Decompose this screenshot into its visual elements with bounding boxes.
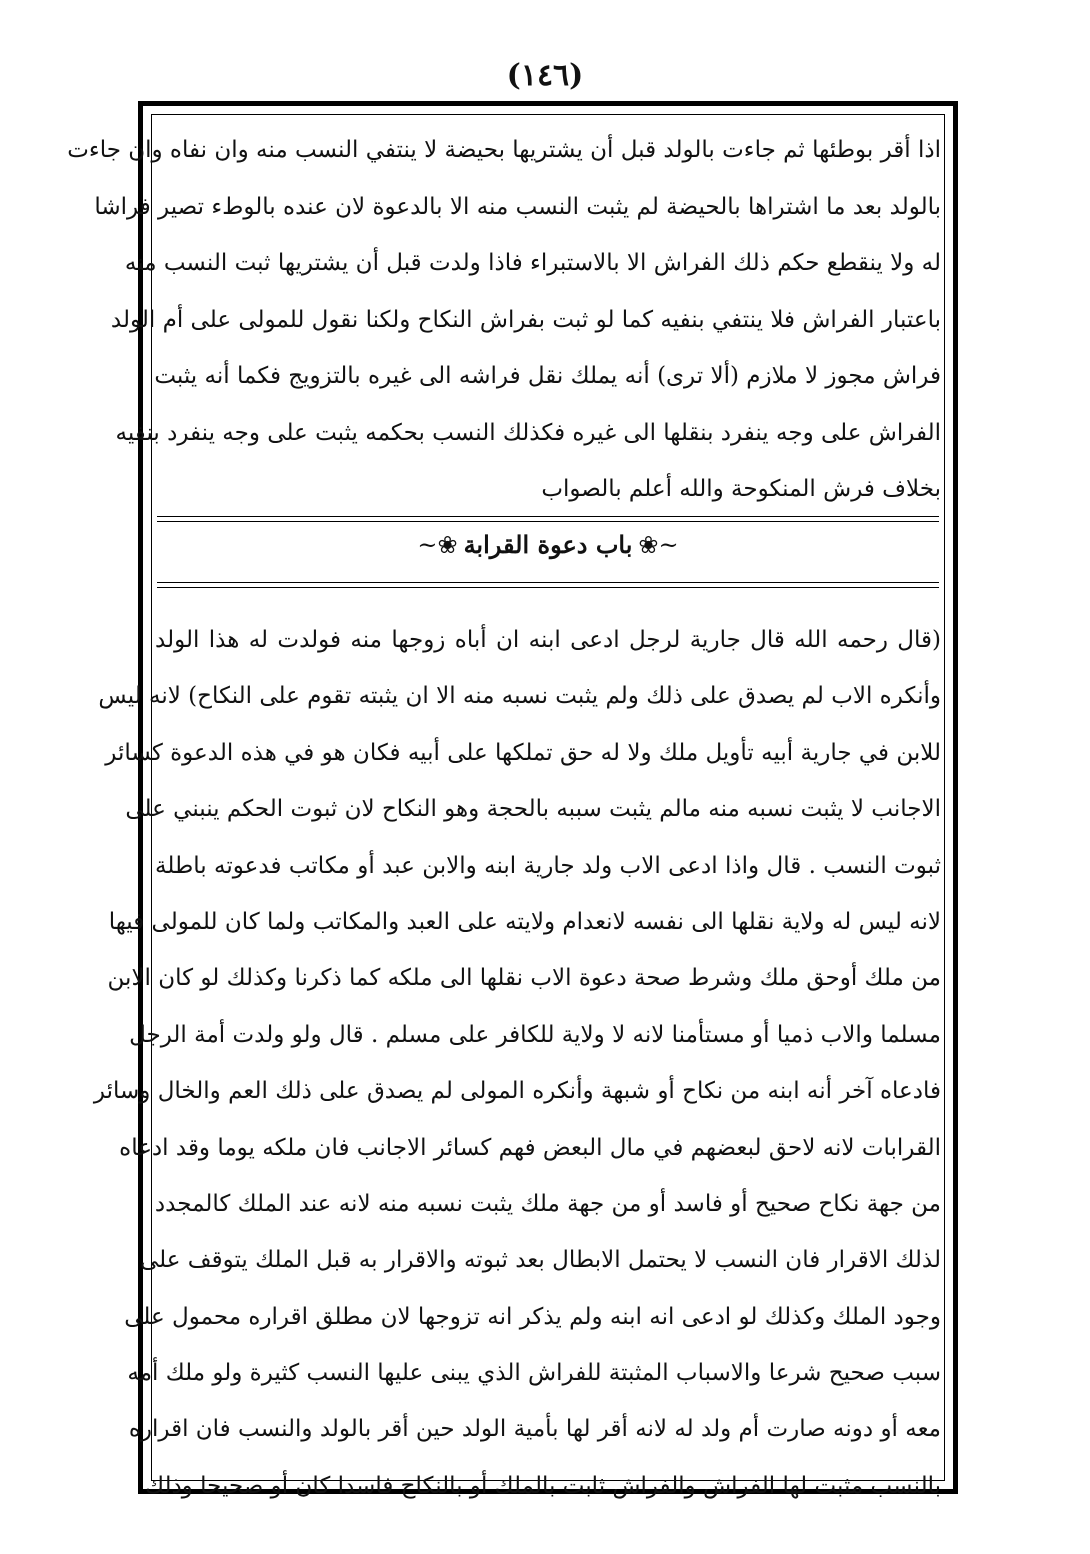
text-line: الاجانب لا يثبت نسبه منه مالم يثبت سببه بالحجة وهو النكاح لان ثبوت الحكم ينبني على	[125, 796, 941, 823]
text-line: وأنكره الاب لم يصدق على ذلك ولم يثبت نسبه منه الا ان يثبته تقوم على النكاح) لانه ليس	[98, 683, 941, 710]
text-line: بخلاف فرش المنكوحة والله أعلم بالصواب	[541, 476, 941, 502]
chapter-heading	[143, 530, 953, 559]
text-line: فادعاه آخر أنه ابنه من نكاح أو شبهة وأنكره المولى لم يصدق على ذلك العم والخال وسائر	[93, 1078, 941, 1105]
divider-top	[157, 516, 939, 522]
paragraph-2	[93, 612, 941, 1514]
text-line: لانه ليس له ولاية نقلها الى نفسه لانعدام ولايته على العبد والمكاتب ولما كان للمولى فيها	[108, 908, 941, 935]
text-line: معه أو دونه صارت أم ولد له لانه أقر لها بأمية الولد حين أقر بالولد والنسب فان اقراره	[128, 1416, 941, 1443]
text-line: فراش مجوز لا ملازم (ألا ترى) أنه يملك نقل فراشه الى غيره بالتزويج فكما أنه يثبت	[154, 363, 941, 389]
text-line: القرابات لانه لاحق لبعضهم في مال البعض فهم كسائر الاجانب فان ملكه يوما وقد ادعاه	[119, 1134, 941, 1161]
ornament-right: ~❀	[638, 531, 679, 559]
text-line: لذلك الاقرار فان النسب لا يحتمل الابطال بعد ثبوته والاقرار به قبل الملك يتوقف على	[139, 1247, 941, 1274]
text-line: بالولد بعد ما اشتراها بالحيضة لم يثبت النسب منه الا بالدعوة لان عنده بالوطء تصير فراشا	[94, 193, 941, 220]
text-line: بالنسب مثبت لها الفراش والفراش ثابت بالملك أو بالنكاح فاسدا كان أو صحيحا وذلك	[145, 1472, 941, 1499]
text-line: اذا أقر بوطئها ثم جاءت بالولد قبل أن يشتريها بحيضة لا ينتفي النسب منه وان نفاه وان جاءت	[67, 137, 941, 163]
page-frame	[67, 101, 958, 1499]
text-line: من جهة نكاح صحيح أو فاسد أو من جهة ملك يثبت نسبه منه لانه عند الملك كالمجدد	[154, 1190, 941, 1217]
text-line: باعتبار الفراش فلا ينتفي بنفيه كما لو ثبت بفراش النكاح ولكنا نقول للمولى على أم الولد	[110, 306, 941, 333]
text-line: وجود الملك وكذلك لو ادعى انه ابنه ولم يذكر انه تزوجها لان مطلق اقراره محمول على	[124, 1303, 941, 1330]
chapter-title: باب دعوة القرابة	[463, 530, 633, 559]
paragraph-1	[67, 122, 941, 518]
text-line: للابن في جارية أبيه تأويل ملك ولا له حق تملكها على أبيه فكان هو في هذه الدعوة كسائر	[105, 739, 941, 766]
text-line: مسلما والاب ذميا أو مستأمنا لانه لا ولاية للكافر على مسلم . قال ولو ولدت أمة الرجل	[129, 1021, 941, 1048]
text-line: سبب صحيح شرعا والاسباب المثبتة للفراش الذي يبنى عليها النسب كثيرة ولو ملك أمه	[127, 1360, 941, 1387]
text-line: ثبوت النسب . قال واذا ادعى الاب ولد جارية ابنه والابن عبد أو مكاتب فدعوته باطلة	[155, 852, 941, 879]
text-line: (قال رحمه الله قال جارية لرجل ادعى ابنه ان أباه زوجها منه فولدت له هذا الولد	[155, 627, 941, 653]
ornament-left: ❀~	[417, 531, 458, 559]
text-line: الفراش على وجه ينفرد بنقلها الى غيره فكذلك النسب بحكمه يثبت على وجه ينفرد بنفيه	[115, 419, 941, 446]
text-line: من ملك أوحق ملك وشرط صحة دعوة الاب نقلها الى ملكه كما ذكرنا وكذلك لو كان الابن	[107, 965, 941, 992]
divider-bottom	[157, 582, 939, 588]
text-line: له ولا ينقطع حكم ذلك الفراش الا بالاستبراء فاذا ولدت قبل أن يشتريها ثبت النسب منه	[124, 250, 941, 276]
page-number: (١٤٦)	[506, 58, 584, 93]
